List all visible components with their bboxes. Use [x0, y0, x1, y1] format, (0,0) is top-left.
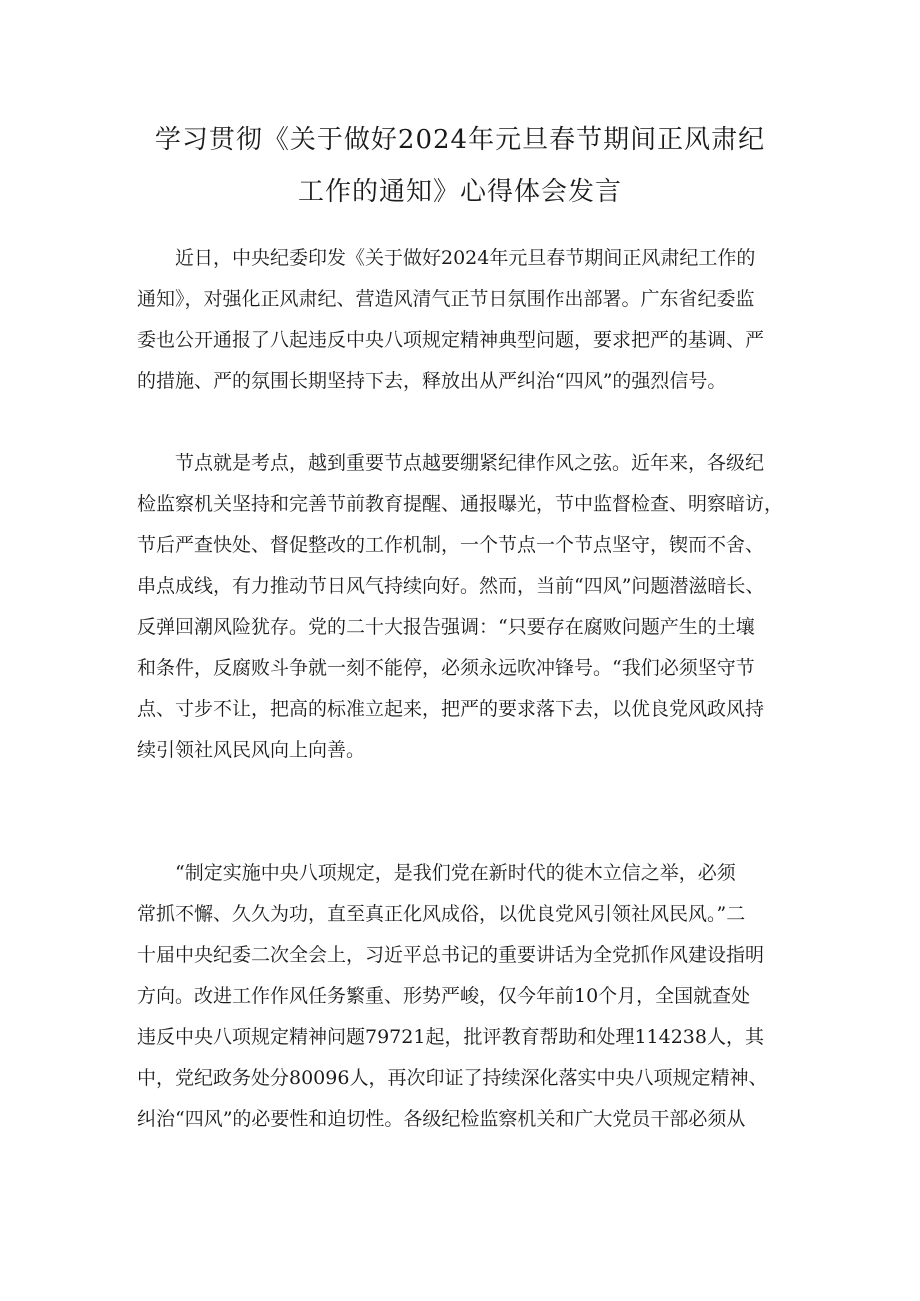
- text-line: 违反中央八项规定精神问题79721起，批评教育帮助和处理114238人，其: [137, 1026, 764, 1048]
- paragraph-2: [137, 443, 797, 771]
- text-line: 节后严查快处、督促整改的工作机制，一个节点一个节点坚守，锲而不舍、: [137, 534, 765, 556]
- text-line: “制定实施中央八项规定，是我们党在新时代的徙木立信之举，必须: [137, 862, 736, 884]
- title-line-1: 学习贯彻《关于做好2024年元旦春节期间正风肃纪: [154, 125, 766, 155]
- text-line: 纠治“四风”的必要性和迫切性。各级纪检监察机关和广大党员干部必须从: [137, 1108, 746, 1130]
- text-line: 通知》，对强化正风肃纪、营造风清气正节日氛围作出部署。广东省纪委监: [137, 288, 755, 310]
- text-line: 续引领社风民风向上向善。: [137, 739, 366, 761]
- text-line: 中，党纪政务处分80096人，再次印证了持续深化落实中央八项规定精神、: [137, 1067, 768, 1089]
- paragraph-3: [137, 853, 797, 1140]
- text-line: 方向。改进工作作风任务繁重、形势严峻，仅今年前10个月，全国就查处: [137, 985, 751, 1007]
- text-line: 十届中央纪委二次全会上，习近平总书记的重要讲话为全党抓作风建设指明: [137, 944, 765, 966]
- text-line: 和条件，反腐败斗争就一刻不能停，必须永远吹冲锋号。“我们必须坚守节: [137, 657, 755, 679]
- text-line: 反弹回潮风险犹存。党的二十大报告强调：“只要存在腐败问题产生的土壤: [137, 616, 755, 638]
- text-line: 委也公开通报了八起违反中央八项规定精神典型问题，要求把严的基调、严: [137, 329, 765, 351]
- text-line: 常抓不懈、久久为功，直至真正化风成俗，以优良党风引领社风民风。”二: [137, 903, 746, 925]
- paragraph-1: [137, 238, 797, 402]
- text-line: 近日，中央纪委印发《关于做好2024年元旦春节期间正风肃纪工作的: [137, 247, 756, 269]
- document-title: [120, 114, 800, 218]
- text-line: 点、寸步不让，把高的标准立起来，把严的要求落下去，以优良党风政风持: [137, 698, 765, 720]
- text-line: 检监察机关坚持和完善节前教育提醒、通报曝光，节中监督检查、明察暗访，: [137, 493, 784, 515]
- text-line: 节点就是考点，越到重要节点越要绷紧纪律作风之弦。近年来，各级纪: [137, 452, 765, 474]
- text-line: 的措施、严的氛围长期坚持下去，释放出从严纠治“四风”的强烈信号。: [137, 370, 727, 392]
- title-line-2: 工作的通知》心得体会发言: [297, 177, 622, 207]
- text-line: 串点成线，有力推动节日风气持续向好。然而，当前“四风”问题潜滋暗长、: [137, 575, 765, 597]
